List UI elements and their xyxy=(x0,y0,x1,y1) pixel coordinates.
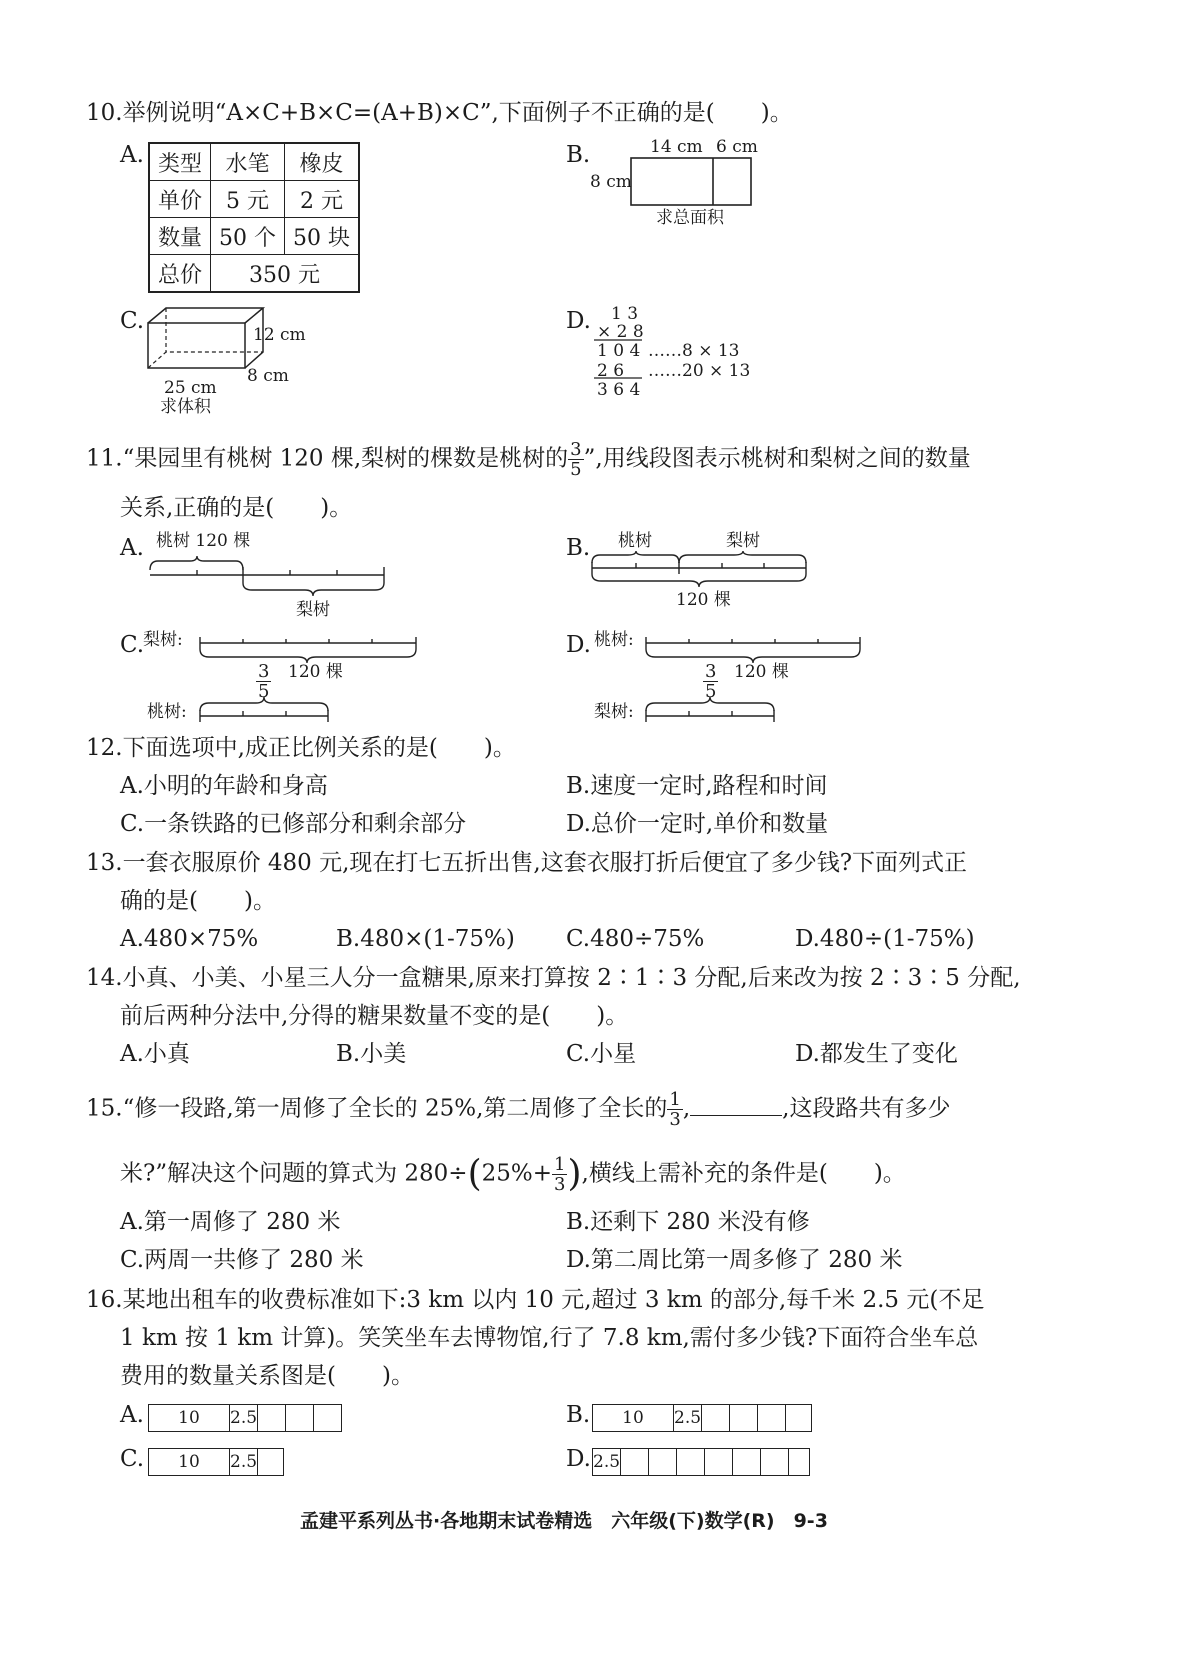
q15-answer-blank xyxy=(690,1093,782,1116)
table-cell: 单价 xyxy=(149,181,211,218)
q11-stem-pre: 11.“果园里有桃树 120 棵,梨树的棵数是桃树的 xyxy=(86,445,569,472)
q15-stem2-pre: 米?”解决这个问题的算式为 280÷ xyxy=(120,1160,468,1187)
q10-c-depth: 8 cm xyxy=(247,366,289,386)
bar-cell: 10 xyxy=(148,1404,230,1432)
q13-option-a: A.480×75% xyxy=(120,926,259,952)
q12-option-a: A.小明的年龄和身高 xyxy=(120,773,328,799)
table-cell: 类型 xyxy=(149,143,211,181)
bar-cell xyxy=(285,1404,314,1432)
table-cell: 2 元 xyxy=(285,181,360,218)
q13-option-b: B.480×(1-75%) xyxy=(336,926,515,952)
table-cell: 数量 xyxy=(149,218,211,255)
q15-option-c: C.两周一共修了 280 米 xyxy=(120,1247,364,1273)
fraction-numerator: 3 xyxy=(705,661,717,682)
bar-cell xyxy=(676,1448,705,1476)
q10-c-caption: 求体积 xyxy=(160,397,211,417)
q10-option-a-label: A. xyxy=(120,142,144,168)
bar-cell xyxy=(757,1404,786,1432)
q16-option-b-label: B. xyxy=(566,1402,591,1428)
q10-d-line2: × 2 8 xyxy=(597,322,644,342)
bar-cell xyxy=(620,1448,649,1476)
bar-cell xyxy=(313,1404,342,1432)
q15-fraction xyxy=(667,1090,682,1129)
q10-b-width1: 14 cm xyxy=(650,137,703,157)
q16-option-c-label: C. xyxy=(120,1446,145,1472)
q12-option-b: B.速度一定时,路程和时间 xyxy=(566,773,828,799)
q11-b-top-label1: 桃树 xyxy=(618,531,652,551)
q13-option-d: D.480÷(1-75%) xyxy=(795,926,975,952)
q11-option-a-label: A. xyxy=(120,535,144,561)
q15-stem2-mid: 25%+ xyxy=(481,1160,553,1187)
q12-option-c: C.一条铁路的已修部分和剩余部分 xyxy=(120,811,467,837)
q16-stem-line1: 16.某地出租车的收费标准如下:3 km 以内 10 元,超过 3 km 的部分,每千米 2.5 元(不足 xyxy=(86,1287,985,1313)
bar-cell xyxy=(257,1404,286,1432)
fraction-denominator: 5 xyxy=(570,459,582,480)
bar-cell xyxy=(648,1448,677,1476)
q10-b-caption: 求总面积 xyxy=(656,208,724,228)
q14-stem-line1: 14.小真、小美、小星三人分一盒糖果,原来打算按 2∶1∶3 分配,后来改为按 2∶3∶5 分配, xyxy=(86,965,1021,991)
bar-cell xyxy=(729,1404,758,1432)
q11-c-row2-label: 桃树: xyxy=(147,702,187,722)
fraction-numerator: 1 xyxy=(669,1089,681,1110)
q11-b-bottom-label: 120 棵 xyxy=(676,590,731,610)
fraction-denominator: 5 xyxy=(705,681,717,702)
q11-d-total-label: 120 棵 xyxy=(734,662,789,682)
bar-cell: 2.5 xyxy=(229,1404,258,1432)
q11-d-row1-label: 桃树: xyxy=(594,630,634,650)
q15-stem-post: ,这段路共有多少 xyxy=(782,1095,951,1122)
q15-option-b: B.还剩下 280 米没有修 xyxy=(566,1209,810,1235)
bar-cell: 10 xyxy=(592,1404,674,1432)
q10-d-line5: 3 6 4 xyxy=(597,380,641,400)
q10-b-width2: 6 cm xyxy=(716,137,758,157)
bar-cell: 2.5 xyxy=(229,1448,258,1476)
q15-option-d: D.第二周比第一周多修了 280 米 xyxy=(566,1247,903,1273)
q11-stem-line2: 关系,正确的是( )。 xyxy=(120,495,353,521)
left-paren: ( xyxy=(467,1153,482,1195)
bar-cell: 10 xyxy=(148,1448,230,1476)
q10-stem: 10.举例说明“A×C+B×C=(A+B)×C”,下面例子不正确的是( )。 xyxy=(86,100,793,126)
q11-option-c-label: C. xyxy=(120,632,145,658)
q10-c-height: 12 cm xyxy=(253,325,306,345)
q10-d-line3: 1 0 4 xyxy=(597,341,641,361)
q15-stem-line2 xyxy=(120,1155,906,1194)
fraction-numerator: 1 xyxy=(554,1154,566,1175)
q11-option-b-label: B. xyxy=(566,535,591,561)
q15-option-a: A.第一周修了 280 米 xyxy=(120,1209,341,1235)
q11-c-row1-label: 梨树: xyxy=(143,630,183,650)
q15-stem-pre: 15.“修一段路,第一周修了全长的 25%,第二周修了全长的 xyxy=(86,1095,668,1122)
q13-stem-line2: 确的是( )。 xyxy=(120,888,276,914)
fraction-denominator: 3 xyxy=(669,1109,681,1130)
q16-stem-line2: 1 km 按 1 km 计算)。笑笑坐车去博物馆,行了 7.8 km,需付多少钱?下面符合坐车总 xyxy=(120,1325,979,1351)
q10-b-height: 8 cm xyxy=(590,172,632,192)
page-footer: 孟建平系列丛书·各地期末试卷精选 六年级(下)数学(R) 9-3 xyxy=(300,1510,828,1532)
q11-d-row2-label: 梨树: xyxy=(594,702,634,722)
q14-option-a: A.小真 xyxy=(120,1041,190,1067)
q10-c-length: 25 cm xyxy=(164,378,217,398)
q11-c-total-label: 120 棵 xyxy=(288,662,343,682)
q14-option-c: C.小星 xyxy=(566,1041,637,1067)
q14-stem-line2: 前后两种分法中,分得的糖果数量不变的是( )。 xyxy=(120,1003,629,1029)
q13-stem-line1: 13.一套衣服原价 480 元,现在打七五折出售,这套衣服打折后便宜了多少钱?下面列式正 xyxy=(86,850,968,876)
bar-cell xyxy=(788,1448,810,1476)
fraction-numerator: 3 xyxy=(258,661,270,682)
bar-cell xyxy=(257,1448,284,1476)
fraction-numerator: 3 xyxy=(570,439,582,460)
right-paren: ) xyxy=(567,1153,582,1195)
q11-stem-post: ”,用线段图表示桃树和梨树之间的数量 xyxy=(583,445,971,472)
fraction-denominator: 3 xyxy=(554,1174,566,1195)
q10-d-note3: ……8 × 13 xyxy=(648,341,740,361)
q15-fraction-2 xyxy=(552,1155,567,1194)
q15-stem-line1: 15.“修一段路,第一周修了全长的 25%,第二周修了全长的 $\frac{1}{3}$ , ,这段路共有多少 xyxy=(86,1089,951,1130)
q14-option-b: B.小美 xyxy=(336,1041,407,1067)
table-cell: 350 元 xyxy=(211,255,360,293)
table-cell: 橡皮 xyxy=(285,143,360,181)
bar-cell: 2.5 xyxy=(673,1404,702,1432)
q10-option-b-label: B. xyxy=(566,142,591,168)
q15-stem2-post: ,横线上需补充的条件是( )。 xyxy=(581,1160,906,1187)
q10-option-d-label: D. xyxy=(566,308,591,334)
bar-cell xyxy=(732,1448,761,1476)
q10-d-note4: ……20 × 13 xyxy=(648,361,751,381)
q16-option-d-label: D. xyxy=(566,1446,591,1472)
bar-cell xyxy=(704,1448,733,1476)
bar-cell xyxy=(785,1404,812,1432)
q12-stem: 12.下面选项中,成正比例关系的是( )。 xyxy=(86,735,516,761)
q16-option-a-label: A. xyxy=(120,1402,144,1428)
bar-cell xyxy=(701,1404,730,1432)
table-cell: 50 块 xyxy=(285,218,360,255)
bar-cell: 2.5 xyxy=(592,1448,621,1476)
q10-d-line4: 2 6 xyxy=(597,361,625,381)
bar-cell xyxy=(760,1448,789,1476)
q14-option-d: D.都发生了变化 xyxy=(795,1041,958,1067)
table-cell: 5 元 xyxy=(211,181,285,218)
q16-stem-line3: 费用的数量关系图是( )。 xyxy=(120,1363,414,1389)
table-cell: 总价 xyxy=(149,255,211,293)
q11-a-top-label: 桃树 120 棵 xyxy=(156,531,251,551)
table-cell: 水笔 xyxy=(211,143,285,181)
table-cell: 50 个 xyxy=(211,218,285,255)
q11-b-top-label2: 梨树 xyxy=(726,531,760,551)
q10-option-c-label: C. xyxy=(120,308,145,334)
q11-option-d-label: D. xyxy=(566,632,591,658)
q10-d-line1: 1 3 xyxy=(611,304,639,324)
q12-option-d: D.总价一定时,单价和数量 xyxy=(566,811,829,837)
q11-a-bottom-label: 梨树 xyxy=(296,600,330,620)
q13-option-c: C.480÷75% xyxy=(566,926,705,952)
fraction-denominator: 5 xyxy=(258,681,270,702)
